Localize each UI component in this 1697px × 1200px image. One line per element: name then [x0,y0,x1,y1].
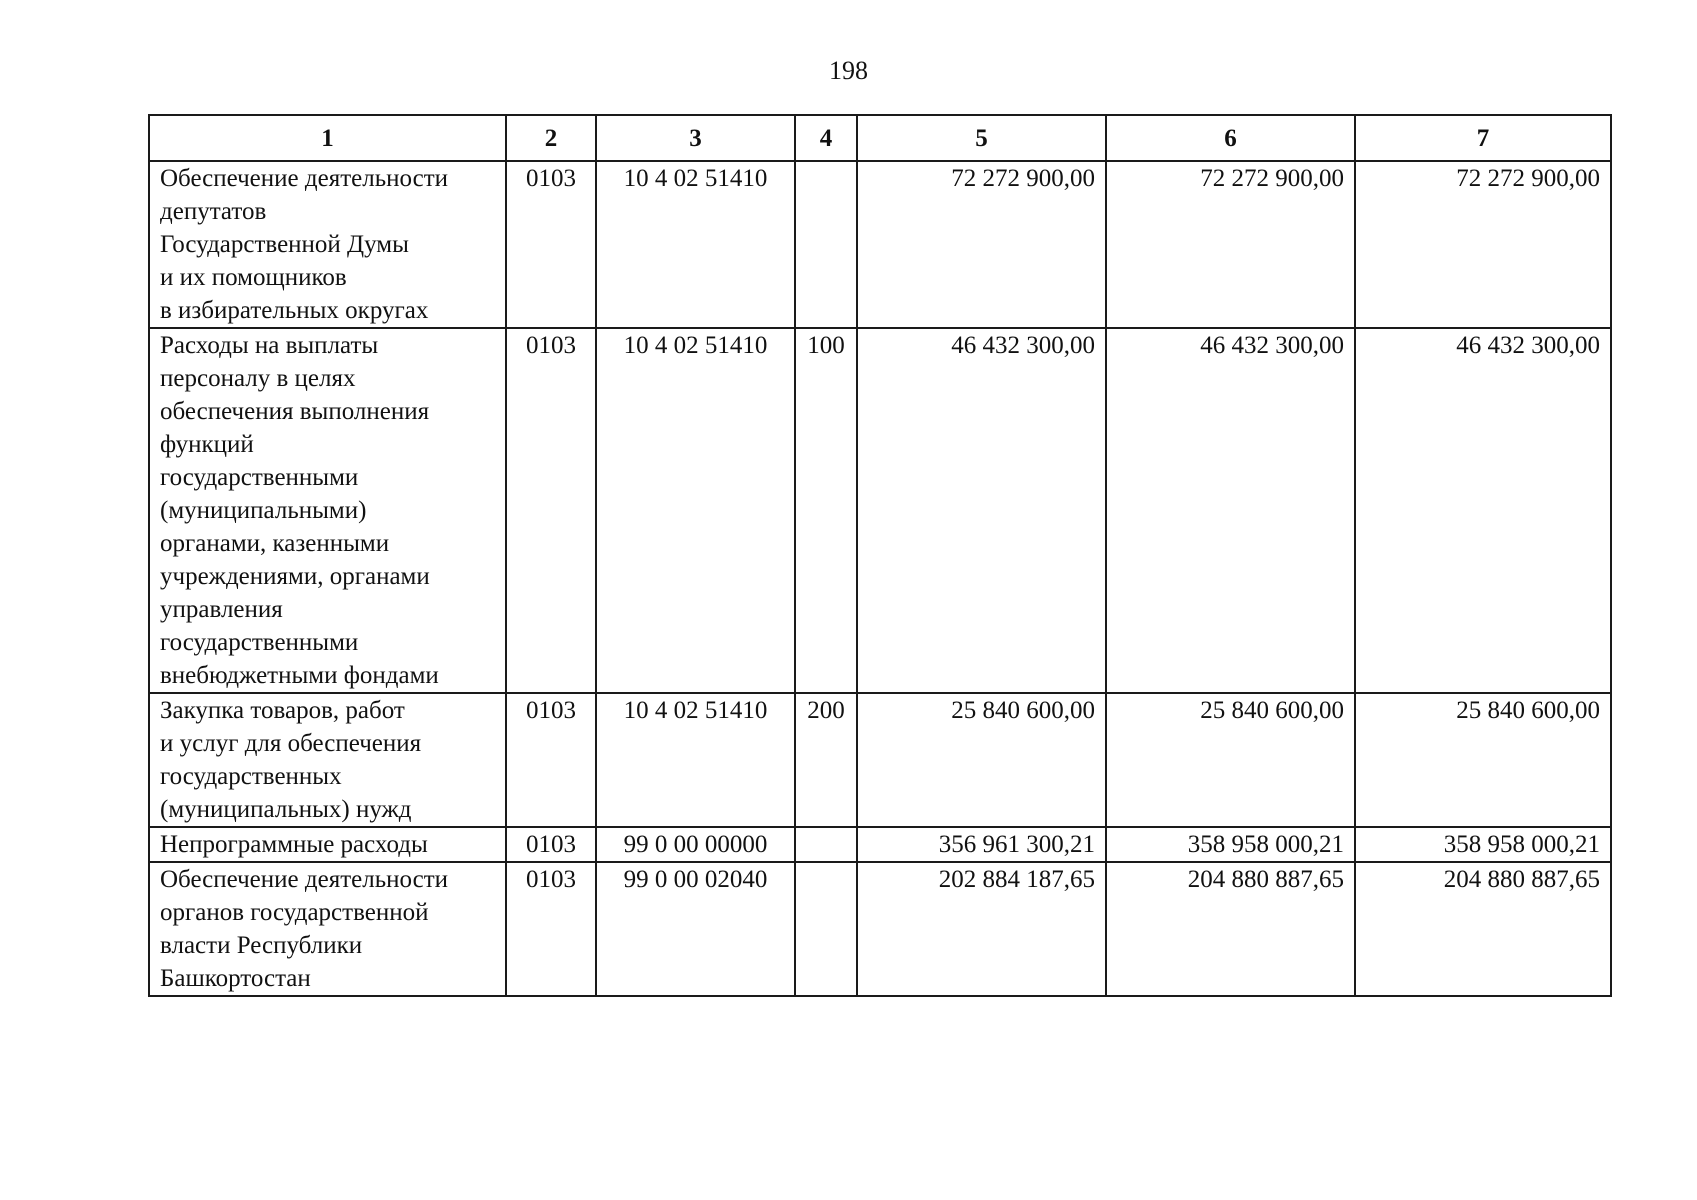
amount-col7-cell: 358 958 000,21 [1355,827,1611,862]
table-row [149,693,1611,827]
amount-col6-cell: 25 840 600,00 [1106,693,1355,827]
row-name-line: (муниципальными) [160,497,367,524]
row-name-line: и услуг для обеспечения [160,730,422,757]
amount-col6-cell: 72 272 900,00 [1106,161,1355,328]
target-code-cell: 10 4 02 51410 [596,328,795,693]
row-name-line: депутатов [160,198,267,225]
row-name-line: Обеспечение деятельности [160,866,449,893]
section-code-cell: 0103 [506,827,596,862]
row-name-line: власти Республики [160,932,363,959]
row-name-cell [149,862,506,996]
row-name-cell [149,328,506,693]
row-name-line: Расходы на выплаты [160,332,379,359]
target-code-cell: 10 4 02 51410 [596,161,795,328]
amount-col6-cell: 46 432 300,00 [1106,328,1355,693]
row-name-line: функций [160,431,254,458]
row-name-cell [149,693,506,827]
row-name-line: органами, казенными [160,530,390,557]
row-name-line: и их помощников [160,264,347,291]
row-name-line: обеспечения выполнения [160,398,430,425]
expense-kind-cell: 100 [795,328,857,693]
row-name-line: персоналу в целях [160,365,356,392]
amount-col6-cell: 358 958 000,21 [1106,827,1355,862]
amount-col5-cell: 46 432 300,00 [857,328,1106,693]
expense-kind-cell: 200 [795,693,857,827]
header-row [149,115,1611,161]
row-name-line: в избирательных округах [160,297,429,324]
amount-col6-cell: 204 880 887,65 [1106,862,1355,996]
column-header: 7 [1355,115,1611,161]
expense-kind-cell [795,862,857,996]
amount-col7-cell: 204 880 887,65 [1355,862,1611,996]
section-code-cell: 0103 [506,161,596,328]
column-header: 2 [506,115,596,161]
column-header: 6 [1106,115,1355,161]
row-name-cell [149,161,506,328]
amount-col5-cell: 25 840 600,00 [857,693,1106,827]
table-row [149,328,1611,693]
row-name-line: Башкортостан [160,965,311,992]
row-name-line: государственными [160,629,359,656]
row-name-line: внебюджетными фондами [160,662,439,689]
section-code-cell: 0103 [506,693,596,827]
section-code-cell: 0103 [506,862,596,996]
budget-table [148,114,1612,997]
amount-col5-cell: 72 272 900,00 [857,161,1106,328]
row-name-line: учреждениями, органами [160,563,430,590]
section-code-cell: 0103 [506,328,596,693]
expense-kind-cell [795,827,857,862]
row-name-cell [149,827,506,862]
target-code-cell: 99 0 00 00000 [596,827,795,862]
row-name-line: управления [160,596,283,623]
column-header: 1 [149,115,506,161]
table-row [149,827,1611,862]
page-number: 198 [829,56,868,85]
column-header: 4 [795,115,857,161]
column-header: 3 [596,115,795,161]
row-name-line: государственными [160,464,359,491]
row-name-line: государственных [160,763,342,790]
target-code-cell: 99 0 00 02040 [596,862,795,996]
row-name-line: (муниципальных) нужд [160,796,412,823]
amount-col5-cell: 202 884 187,65 [857,862,1106,996]
target-code-cell: 10 4 02 51410 [596,693,795,827]
row-name-line: Обеспечение деятельности [160,165,449,192]
table-row [149,161,1611,328]
column-header: 5 [857,115,1106,161]
amount-col7-cell: 46 432 300,00 [1355,328,1611,693]
row-name-line: Непрограммные расходы [160,831,428,858]
amount-col5-cell: 356 961 300,21 [857,827,1106,862]
row-name-line: Закупка товаров, работ [160,697,405,724]
amount-col7-cell: 25 840 600,00 [1355,693,1611,827]
row-name-line: Государственной Думы [160,231,409,258]
amount-col7-cell: 72 272 900,00 [1355,161,1611,328]
expense-kind-cell [795,161,857,328]
row-name-line: органов государственной [160,899,429,926]
table-row [149,862,1611,996]
